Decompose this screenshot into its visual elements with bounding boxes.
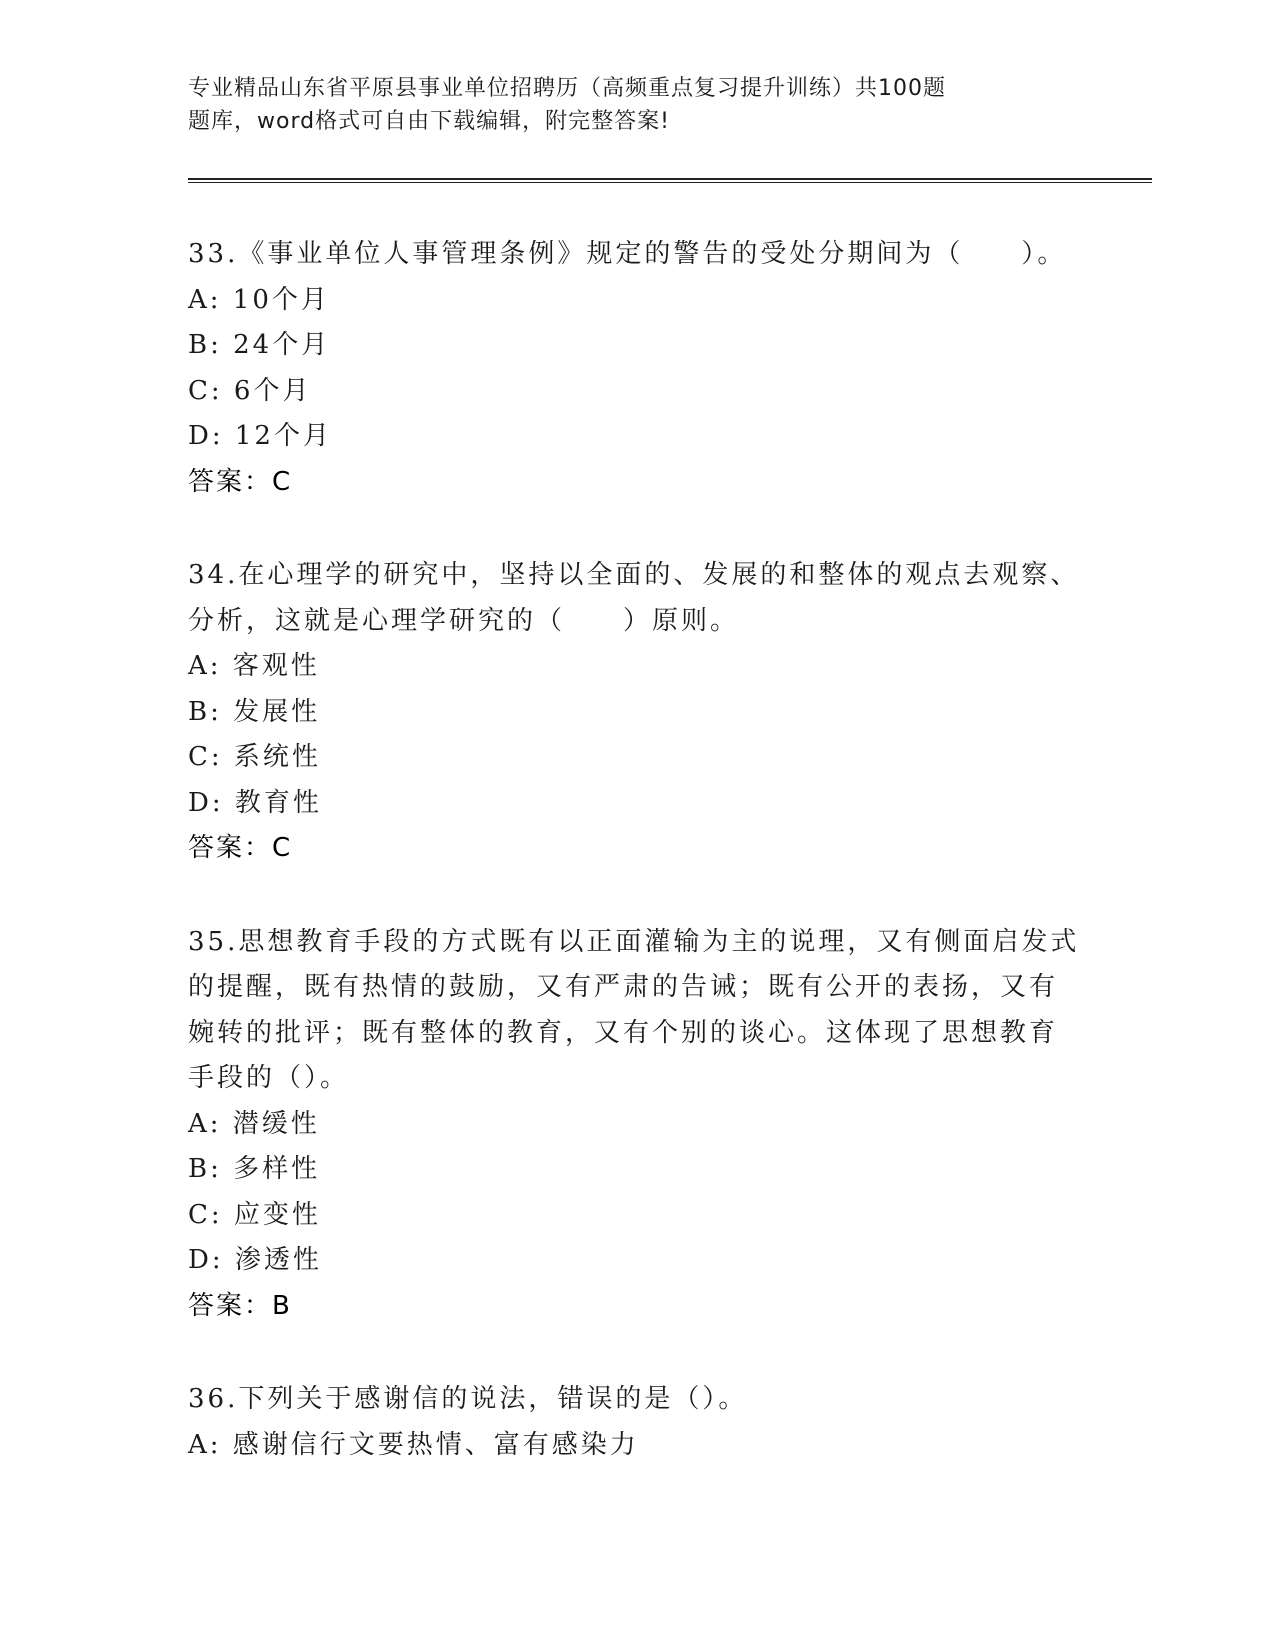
question-stem: 分析，这就是心理学研究的（ ）原则。 xyxy=(188,605,740,636)
answer: 答案：C xyxy=(188,466,293,497)
option-a: A: 10个月 xyxy=(188,284,330,315)
question-stem: 34.在心理学的研究中，坚持以全面的、发展的和整体的观点去观察、 xyxy=(188,560,1080,590)
option-a: A: 客观性 xyxy=(188,651,320,681)
option-d: D: 12个月 xyxy=(188,421,332,451)
option-c: C: 系统性 xyxy=(188,742,321,772)
option-a: A: 感谢信行文要热情、富有感染力 xyxy=(188,1429,639,1460)
option-b: B: 发展性 xyxy=(188,696,321,727)
question-stem: 35.思想教育手段的方式既有以正面灌输为主的说理，又有侧面启发式 xyxy=(188,926,1080,957)
option-b: B: 多样性 xyxy=(188,1154,321,1184)
header-line-1: 专业精品山东省平原县事业单位招聘历（高频重点复习提升训练）共100题 xyxy=(188,76,946,101)
question-stem: 婉转的批评；既有整体的教育，又有个别的谈心。这体现了思想教育 xyxy=(188,1017,1059,1048)
answer: 答案：C xyxy=(188,833,293,863)
answer: 答案：B xyxy=(188,1290,292,1321)
question-list xyxy=(188,232,1088,1516)
question-stem: 手段的（）。 xyxy=(188,1063,350,1093)
question-36 xyxy=(188,1377,1088,1468)
option-d: D: 渗透性 xyxy=(188,1245,322,1275)
option-c: C: 6个月 xyxy=(188,375,312,406)
option-c: C: 应变性 xyxy=(188,1199,321,1230)
option-b: B: 24个月 xyxy=(188,330,331,360)
question-35 xyxy=(188,920,1088,1330)
option-a: A: 潜缓性 xyxy=(188,1108,320,1139)
question-stem: 33.《事业单位人事管理条例》规定的警告的受处分期间为（ ）。 xyxy=(188,239,1067,269)
question-33 xyxy=(188,232,1088,505)
question-stem: 的提醒，既有热情的鼓励，又有严肃的告诫；既有公开的表扬，又有 xyxy=(188,972,1059,1002)
document-header xyxy=(188,72,1048,138)
question-34 xyxy=(188,553,1088,872)
question-stem: 36.下列关于感谢信的说法，错误的是（）。 xyxy=(188,1384,748,1414)
header-divider xyxy=(188,178,1152,183)
header-line-2: 题库，word格式可自由下载编辑，附完整答案! xyxy=(188,109,670,134)
option-d: D: 教育性 xyxy=(188,787,322,818)
